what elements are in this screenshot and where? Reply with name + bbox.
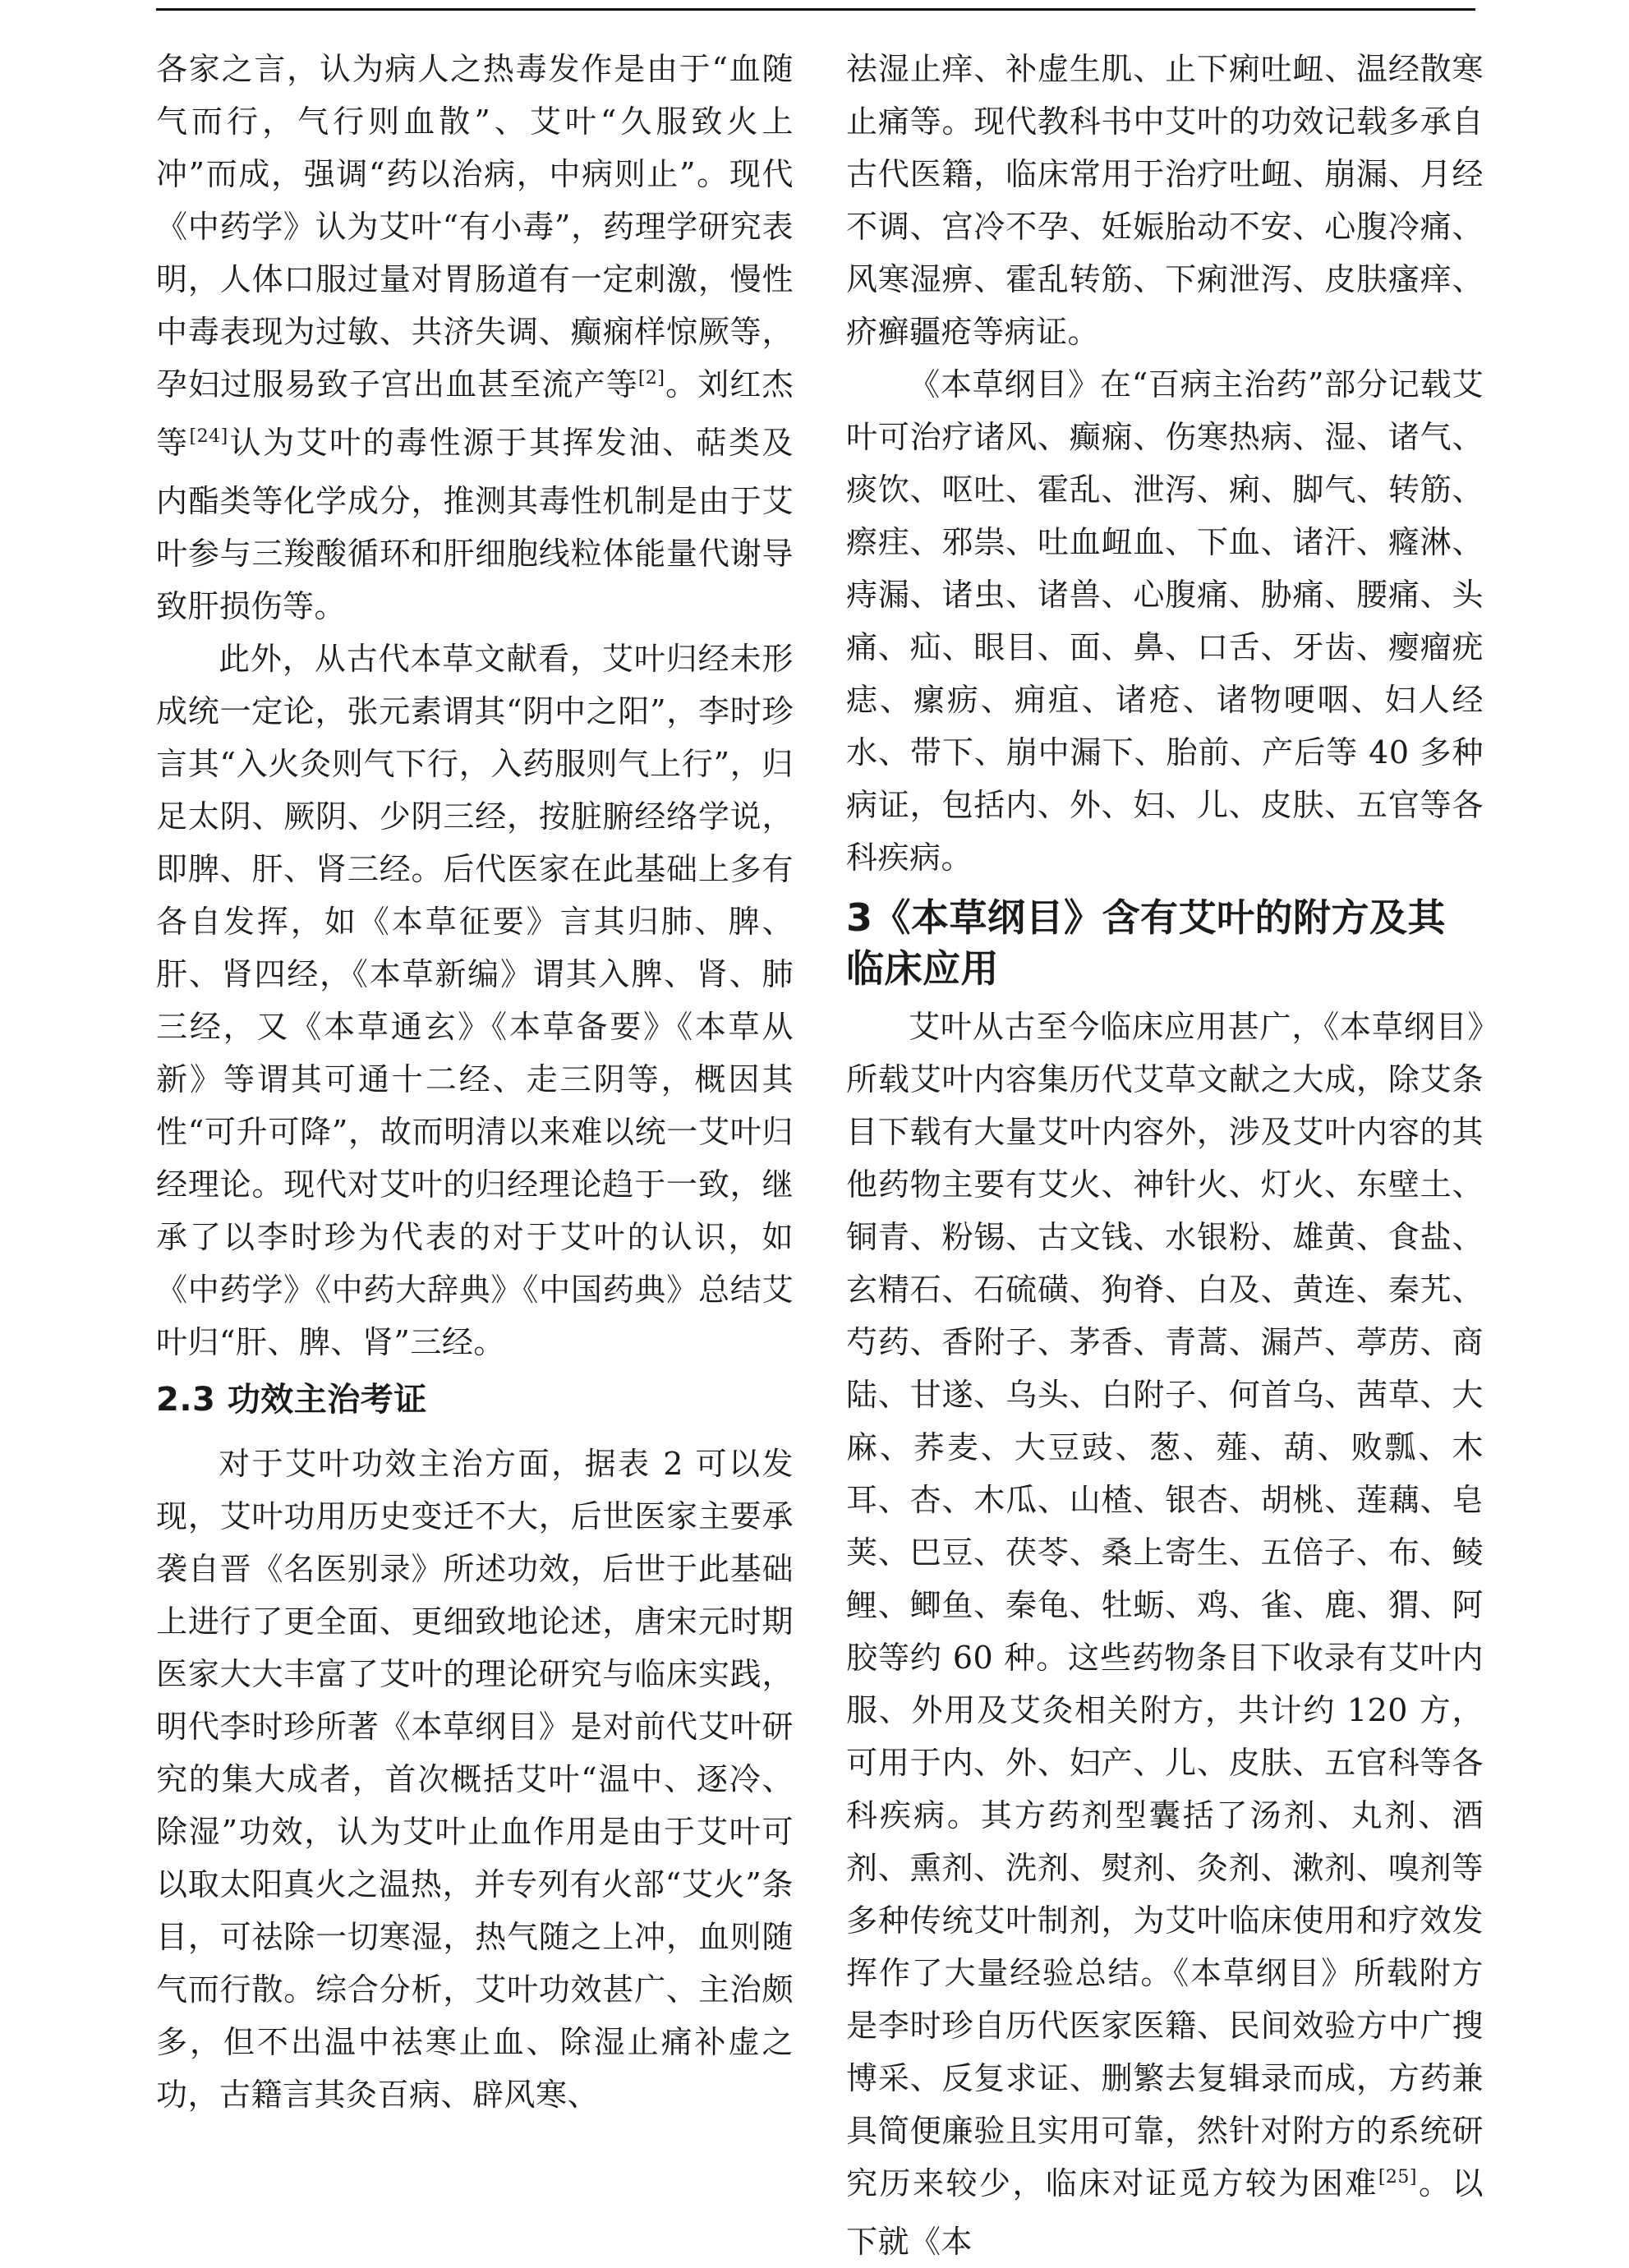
paragraph-text: 各家之言，认为病人之热毒发作是由于“血随气而行，气行则血散”、艾叶“久服致火上冲”而成，强调“药以治病，中病则止”。现代《中药学》认为艾叶“有小毒”，药理学研究表明，人体口服过量对胃肠道有一定刺激，慢性中毒表现为过敏、共济失调、癫痫样惊厥等，孕妇过服易致子宫出血甚至流产等: [156, 51, 794, 403]
header-rule: [156, 8, 1475, 11]
citation-24[interactable]: [24]: [189, 426, 228, 447]
citation-2[interactable]: [2]: [637, 368, 665, 389]
section-heading-2-3: 2.3 功效主治考证: [156, 1381, 427, 1419]
right-column: [846, 43, 1484, 2260]
paragraph-meridian: 此外，从古代本草文献看，艾叶归经未形成统一定论，张元素谓其“阴中之阳”，李时珍言其“入火灸则气下行，入药服则气上行”，归足太阴、厥阴、少阴三经，按脏腑经络学说，即脾、肝、肾三经。后代医家在此基础上多有各自发挥，如《本草征要》言其归肺、脾、肝、肾四经，《本草新编》谓其入脾、肾、肺三经，又《本草通玄》《本草备要》《本草从新》等谓其可通十二经、走三阴等，概因其性“可升可降”，故而明清以来难以统一艾叶归经理论。现代对艾叶的归经理论趋于一致，继承了以李时珍为代表的对于艾叶的认识，如《中药学》《中药大辞典》《中国药典》总结艾叶归“肝、脾、肾”三经。: [156, 641, 794, 1360]
paragraph-toxicity: [156, 43, 794, 633]
paragraph-text: 。刘红杰等: [156, 366, 794, 461]
paragraph-text: 。以下就《本: [846, 2165, 1484, 2260]
section-heading-3: 3《本草纲目》含有艾叶的附方及其临床应用: [846, 895, 1447, 991]
left-column: [156, 43, 794, 2113]
paragraph-efficacy-cont: 祛湿止痒、补虚生肌、止下痢吐衄、温经散寒止痛等。现代教科书中艾叶的功效记载多承自古代医籍，临床常用于治疗吐衄、崩漏、月经不调、宫冷不孕、妊娠胎动不安、心腹冷痛、风寒湿痹、霍乱转筋、下痢泄泻、皮肤瘙痒、疥癣疆疮等病证。: [846, 51, 1484, 350]
paragraph-text: 认为艾叶的毒性源于其挥发油、萜类及内酯类等化学成分，推测其毒性机制是由于艾叶参与三羧酸循环和肝细胞线粒体能量代谢导致肝损伤等。: [156, 425, 794, 624]
paragraph-efficacy: 对于艾叶功效主治方面，据表 2 可以发现，艾叶功用历史变迁不大，后世医家主要承袭自晋《名医别录》所述功效，后世于此基础上进行了更全面、更细致地论述，唐宋元时期医家大大丰富了艾叶的理论研究与临床实践，明代李时珍所著《本草纲目》是对前代艾叶研究的集大成者，首次概括艾叶“温中、逐冷、除湿”功效，认为艾叶止血作用是由于艾叶可以取太阳真火之温热，并专列有火部“艾火”条目，可祛除一切寒湿，热气随之上冲，血则随气而行散。综合分析，艾叶功效甚广、主治颇多，但不出温中祛寒止血、除湿止痛补虚之功，古籍言其灸百病、辟风寒、: [156, 1446, 794, 2113]
citation-25[interactable]: [25]: [1378, 2167, 1417, 2187]
paragraph-prescriptions: [846, 1001, 1484, 2268]
paragraph-bencao-diseases: 《本草纲目》在“百病主治药”部分记载艾叶可治疗诸风、癫痫、伤寒热病、湿、诸气、痰饮、呕吐、霍乱、泄泻、痢、脚气、转筋、瘵疰、邪祟、吐血衄血、下血、诸汗、癃淋、痔漏、诸虫、诸兽、心腹痛、胁痛、腰痛、头痛、疝、眼目、面、鼻、口舌、牙齿、瘿瘤疣痣、瘰疬、痈疽、诸疮、诸物哽咽、妇人经水、带下、崩中漏下、胎前、产后等 40 多种病证，包括内、外、妇、儿、皮肤、五官等各科疾病。: [846, 366, 1484, 876]
paragraph-text: 艾叶从古至今临床应用甚广，《本草纲目》所载艾叶内容集历代艾草文献之大成，除艾条目下载有大量艾叶内容外，涉及艾叶内容的其他药物主要有艾火、神针火、灯火、东壁土、铜青、粉锡、古文钱、水银粉、雄黄、食盐、玄精石、石硫磺、狗脊、白及、黄连、秦艽、芍药、香附子、茅香、青蒿、漏芦、葶苈、商陆、甘遂、乌头、白附子、何首乌、茜草、大麻、荞麦、大豆豉、葱、薤、葫、败瓢、木耳、杏、木瓜、山楂、银杏、胡桃、莲藕、皂荚、巴豆、茯苓、桑上寄生、五倍子、布、鲮鲤、鲫鱼、秦龟、牡蛎、鸡、雀、鹿、猬、阿胶等约 60 种。这些药物条目下收录有艾叶内服、外用及艾灸相关附方，共计约 120 方，可用于内、外、妇产、儿、皮肤、五官科等各科疾病。其方药剂型囊括了汤剂、丸剂、酒剂、熏剂、洗剂、熨剂、灸剂、漱剂、嗅剂等多种传统艾叶制剂，为艾叶临床使用和疗效发挥作了大量经验总结。《本草纲目》所载附方是李时珍自历代医家医籍、民间效验方中广搜博采、反复求证、删繁去复辑录而成，方药兼具简便廉验且实用可靠，然针对附方的系统研究历来较少，临床对证觅方较为困难: [846, 1009, 1484, 2201]
